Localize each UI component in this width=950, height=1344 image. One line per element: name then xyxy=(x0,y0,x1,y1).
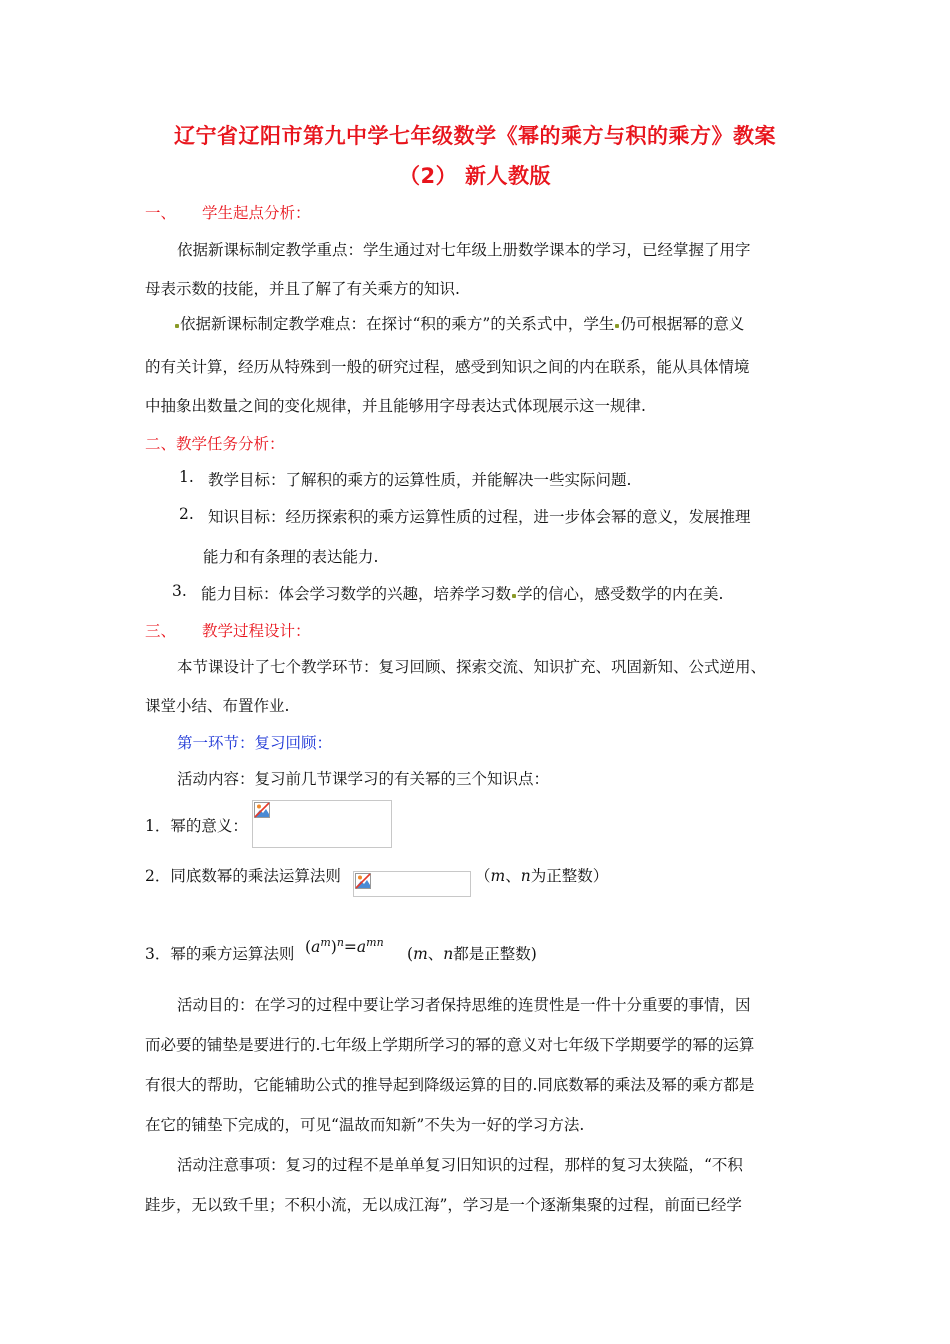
section1-p2-line1b: 仍可根据幂的意义 xyxy=(620,315,745,333)
formula-exp-m: m xyxy=(320,936,331,949)
section2-item2-text: 知识目标：经历探索积的乘方运算性质的过程，进一步体会幂的意义，发展推理 xyxy=(208,508,751,526)
note-rest: 为正整数） xyxy=(530,867,609,885)
formula-exp-mn: mn xyxy=(366,936,384,949)
section1-p2-line1 xyxy=(174,312,744,334)
point2-label: 2．同底数幂的乘法运算法则 xyxy=(145,867,341,885)
point1-label: 1．幂的意义： xyxy=(145,817,248,835)
purpose-line2: 而必要的铺垫是要进行的.七年级上学期所学习的幂的意义对七年级下学期要学的幂的运算 xyxy=(145,1036,755,1054)
section3-heading: 教学过程设计： xyxy=(202,622,311,640)
marker-dot xyxy=(512,594,516,598)
image-placeholder-1 xyxy=(252,800,392,848)
section1-p1-line1: 依据新课标制定教学重点：学生通过对七年级上册数学课本的学习，已经掌握了用字 xyxy=(177,241,751,259)
section2-item2-continuation: 能力和有条理的表达能力. xyxy=(203,548,379,566)
section1-p2-line1a: 依据新课标制定教学难点：在探讨“积的乘方”的关系式中，学生 xyxy=(180,315,615,333)
section2-heading: 二、教学任务分析： xyxy=(145,435,285,453)
section2-item3-text xyxy=(201,582,723,604)
image-placeholder-2 xyxy=(353,871,471,897)
point3-label: 3．幂的乘方运算法则 xyxy=(145,945,295,963)
note-sep: 、 xyxy=(427,945,444,963)
notes-line1: 活动注意事项：复习的过程不是单单复习旧知识的过程，那样的复习太狭隘，“不积 xyxy=(177,1156,743,1174)
section2-item3-text-a: 能力目标：体会学习数学的兴趣，培养学习数 xyxy=(201,585,512,603)
section1-heading: 学生起点分析： xyxy=(202,204,311,222)
point3-note xyxy=(407,942,537,964)
purpose-line1: 活动目的：在学习的过程中要让学习者保持思维的连贯性是一件十分重要的事情，因 xyxy=(177,996,751,1014)
section1-number: 一、 xyxy=(145,204,177,222)
marker-dot xyxy=(615,324,619,328)
section1-p2-line2: 的有关计算，经历从特殊到一般的研究过程，感受到知识之间的内在联系，能从具体情境 xyxy=(145,358,750,376)
document-title-line2: （2） 新人教版 xyxy=(399,164,551,188)
var-m: m xyxy=(490,867,506,885)
section3-p1-line2: 课堂小结、布置作业. xyxy=(145,697,290,715)
section2-item1-number: 1. xyxy=(179,468,194,486)
section3-p1-line1: 本节课设计了七个教学环节：复习回顾、探索交流、知识扩充、巩固新知、公式逆用、 xyxy=(177,658,767,676)
notes-line2: 跬步，无以致千里；不积小流，无以成江海”，学习是一个逐渐集聚的过程，前面已经学 xyxy=(145,1196,742,1214)
note-rest: 都是正整数) xyxy=(453,945,537,963)
point2-note xyxy=(475,864,608,886)
section2-item3-number: 3. xyxy=(172,582,187,600)
formula-base: a xyxy=(311,938,321,957)
broken-image-icon xyxy=(355,873,371,889)
section3-sub-heading: 第一环节：复习回顾： xyxy=(177,734,333,752)
section2-item1-text: 教学目标：了解积的乘方的运算性质，并能解决一些实际问题. xyxy=(208,471,632,489)
activity-content: 活动内容：复习前几节课学习的有关幂的三个知识点： xyxy=(177,770,550,788)
purpose-line4: 在它的铺垫下完成的，可见“温故而知新”不失为一好的学习方法. xyxy=(145,1116,585,1134)
note-open: ( xyxy=(407,945,414,963)
formula-exp-n: n xyxy=(336,936,344,949)
formula-equals: = xyxy=(343,938,357,957)
var-n: n xyxy=(443,945,454,963)
section1-p1-line2: 母表示数的技能，并且了解了有关乘方的知识. xyxy=(145,280,460,298)
note-sep: 、 xyxy=(505,867,521,885)
var-n: n xyxy=(520,867,531,885)
section3-number: 三、 xyxy=(145,622,177,640)
marker-dot xyxy=(175,324,179,328)
document-title-line1: 辽宁省辽阳市第九中学七年级数学《幂的乘方与积的乘方》教案 xyxy=(174,124,776,148)
note-open: （ xyxy=(475,867,491,885)
formula-base-result: a xyxy=(356,938,367,957)
section2-item3-text-b: 学的信心，感受数学的内在美. xyxy=(517,585,724,603)
power-rule-formula: $(a^m)^n=a^{mn}$ xyxy=(305,936,384,957)
var-m: m xyxy=(413,945,428,963)
purpose-line3: 有很大的帮助，它能辅助公式的推导起到降级运算的目的.同底数幂的乘法及幂的乘方都是 xyxy=(145,1076,755,1094)
broken-image-icon xyxy=(254,802,270,818)
section1-p2-line3: 中抽象出数量之间的变化规律，并且能够用字母表达式体现展示这一规律. xyxy=(145,397,646,415)
section2-item2-number: 2. xyxy=(179,505,194,523)
